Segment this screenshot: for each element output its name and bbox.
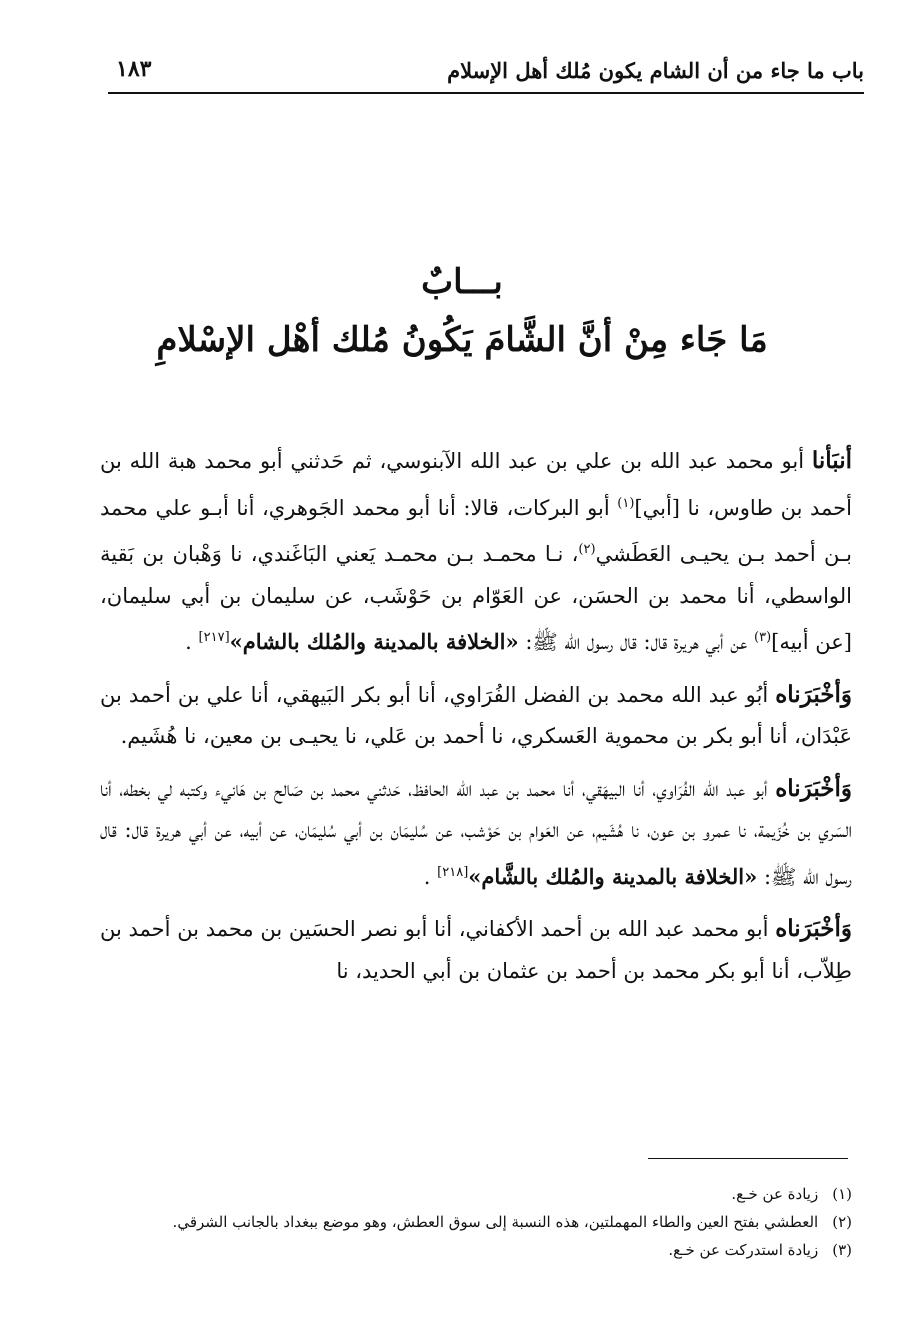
paragraph-text: أبو محمد عبد الله بن علي بن عبد الله الآبنوسي، ثم حَدثني أبو محمد هبة الله بن أحمد بن طاوس، نا [أبي]: [100, 449, 852, 520]
running-title: باب ما جاء من أن الشام يكون مُلك أهل الإسلام: [447, 58, 864, 83]
paragraph-text: عن أبي هريرة قال: قال رسول الله ﷺ:: [518, 630, 754, 654]
paragraph-lead: وَأخْبَرَناه: [775, 680, 852, 708]
paragraph-text: .: [423, 864, 438, 889]
paragraph-text: أبو البركات، قالا: أنا أبو محمد الجَوهري، أنا أبـو علي محمد بـن أحمد بـن يحيـى العَطَشي: [100, 495, 852, 566]
paragraph-text: أبو عبد الله الفُرَاوي، أنا البيهَقي، أنا محمد بن عبد الله الحافظ، حَدثني محمد بن صَالح بن هَانيء وكتبه لي بخطه، أنا السَري بن خُزَيمة، نا عمرو بن عون، نا هُشَيم، عن العَوام بن حَوْشب، عن سُليمَان بن أبي سُليمَان، عن أبيه، عن أبي هريرة قال: قال رسول الله ﷺ:: [100, 776, 852, 889]
footnote-text: العطشي بفتح العين والطاء المهملتين، هذه النسبة إلى سوق العطش، وهو موضع ببغداد بالجانب الشرقي.: [172, 1213, 819, 1231]
footnote-text: زيادة استدركت عن خـع.: [668, 1241, 819, 1259]
footnote-number: (٢): [832, 1213, 852, 1231]
paragraph-text: أبو محمد عبد الله بن أحمد الأكفاني، أنا أبو نصر الحسَين بن محمد بن أحمد بن طِلاّب، أنا أبو بكر محمد بن أحمد بن عثمان بن أبي الحديد، نا: [100, 917, 852, 983]
paragraph-lead: وَأخْبَرَناه: [775, 915, 852, 942]
footnote-text: زيادة عن خـع.: [731, 1185, 819, 1203]
hadith-quote: «الخلافة بالمدينة والمُلك بالشام»: [229, 629, 519, 654]
footnotes: [72, 1180, 852, 1264]
footnote-number: (١): [832, 1185, 852, 1203]
paragraph-2: [100, 674, 852, 758]
paragraph-text: ، نـا محمـد بـن محمـد يَعني البَاغَندي، نا وَهْبان بن بَقية الواسطي، أنا محمد بن الحسَن، عن العَوّام بن حَوْشَب، عن سليمان بن أبي سليمان، [عن أبيه]: [100, 542, 852, 654]
paragraph-text: .: [185, 630, 199, 654]
footnote-number: (٣): [832, 1241, 852, 1259]
paragraph-3: [100, 768, 852, 899]
chapter-word: بـــابٌ: [421, 262, 503, 302]
footnote-ref: (١): [617, 495, 635, 511]
footnote-2: [72, 1208, 852, 1236]
hadith-number: [٢١٧]: [198, 630, 230, 645]
running-header: [108, 52, 864, 94]
footnote-ref: (٣): [754, 630, 772, 645]
paragraph-lead: أنبَأنا: [811, 447, 852, 474]
footnote-3: [72, 1236, 852, 1264]
paragraph-lead: وَأخْبَرَناه: [775, 774, 852, 802]
paragraph-4: [100, 908, 852, 992]
paragraph-1: [100, 440, 852, 664]
footnote-divider: [648, 1158, 848, 1159]
hadith-number: [٢١٨]: [437, 864, 469, 880]
paragraph-text: أبُو عبد الله محمد بن الفضل الفُرَاوي، أنا أبو بكر البَيهقي، أنا علي بن أحمد بن عَبْدَان، أنا أبو بكر بن محموية العَسكري، نا أحمد بن عَلي، نا يحيـى بن معين، نا هُشَيم.: [100, 682, 852, 748]
footnote-ref: (٢): [578, 542, 596, 557]
chapter-title: مَا جَاء مِنْ أنَّ الشَّامَ يَكُونُ مُلك أهْل الإسْلامِ: [156, 320, 768, 360]
page-number: ١٨٣: [116, 56, 152, 82]
body-text: [100, 440, 852, 1002]
hadith-quote: «الخلافة بالمدينة والمُلك بالشَّام»: [468, 863, 758, 889]
footnote-1: [72, 1180, 852, 1208]
